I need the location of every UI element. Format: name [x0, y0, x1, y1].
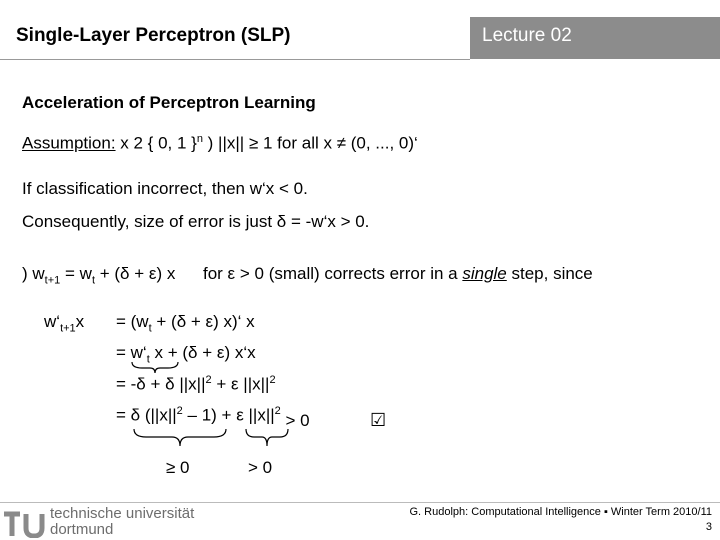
brace-right: [244, 427, 290, 449]
lhs-sub: t+1: [60, 322, 76, 335]
university-line-2: dortmund: [50, 521, 114, 538]
rule-part: + (δ + ε) x: [95, 264, 176, 283]
row-text: > 0: [280, 410, 310, 430]
row-sup: 2: [176, 405, 183, 417]
update-rule-explanation: [203, 264, 593, 284]
derivation-row-3: [116, 374, 276, 395]
row-text: + (δ + ε) x)‘ x: [151, 312, 255, 331]
university-name: [50, 506, 194, 538]
row-sup: 2: [205, 374, 212, 386]
brace-small: [130, 360, 180, 374]
footer-divider: [0, 502, 720, 503]
row-sup: 2: [269, 374, 276, 386]
update-rule: [22, 264, 175, 286]
assumption-sup: n: [196, 133, 203, 145]
footer-citation: G. Rudolph: Computational Intelligence ▪ Winter Term 2010/11: [409, 506, 712, 518]
slide-title: Single-Layer Perceptron (SLP): [16, 25, 291, 46]
lhs-text: x: [75, 312, 85, 331]
assumption-rest: ) ||x|| ≥ 1 for all x ≠ (0, ..., 0)‘: [202, 133, 418, 153]
row-sup: 2: [274, 405, 281, 417]
brace-label-ge-zero: ≥ 0: [166, 458, 190, 477]
assumption-label: Assumption:: [22, 133, 116, 153]
university-line-1: technische universität: [50, 505, 195, 522]
row-sub: t: [146, 353, 150, 366]
derivation-lhs: [44, 312, 84, 334]
rule-sub: t+1: [44, 274, 61, 287]
row-text: – 1) + ε ||x||: [182, 405, 275, 425]
row-text: = δ (||x||: [116, 405, 177, 425]
row-sub: t: [148, 322, 152, 335]
rule-part: = w: [60, 264, 92, 283]
derivation-row-4: [116, 405, 310, 430]
tu-logo-icon: [2, 506, 46, 538]
line-if: If classification incorrect, then w‘x < 0.: [22, 179, 308, 198]
row-text: = -δ + δ ||x||: [116, 374, 206, 394]
lhs-text: w‘: [44, 312, 61, 331]
row-text: x + (δ + ε) x‘x: [149, 343, 256, 362]
rule-single: single: [462, 264, 507, 283]
assumption-line: [22, 133, 418, 154]
rule-part: ) w: [22, 264, 45, 283]
row-text: = w‘: [116, 343, 147, 362]
row-text: + ε ||x||: [211, 374, 270, 394]
lecture-label-bar: [470, 17, 720, 59]
row-text: = (w: [116, 312, 149, 331]
assumption-text: x 2 { 0, 1 }: [115, 133, 197, 153]
line-consequently: Consequently, size of error is just δ = -w‘x > 0.: [22, 212, 370, 231]
header-title-bar: [0, 17, 470, 60]
lecture-label: Lecture 02: [482, 25, 572, 46]
page-number: 3: [705, 521, 712, 533]
brace-left: [132, 427, 228, 449]
checkbox-icon: ☑: [370, 410, 387, 430]
derivation-row-1: [116, 312, 255, 334]
section-title: Acceleration of Perceptron Learning: [22, 93, 316, 112]
rule-text: step, since: [506, 264, 593, 283]
brace-label-gt-zero: > 0: [248, 458, 273, 477]
rule-text: for ε > 0 (small) corrects error in a: [203, 264, 463, 283]
rule-sub: t: [91, 274, 95, 287]
